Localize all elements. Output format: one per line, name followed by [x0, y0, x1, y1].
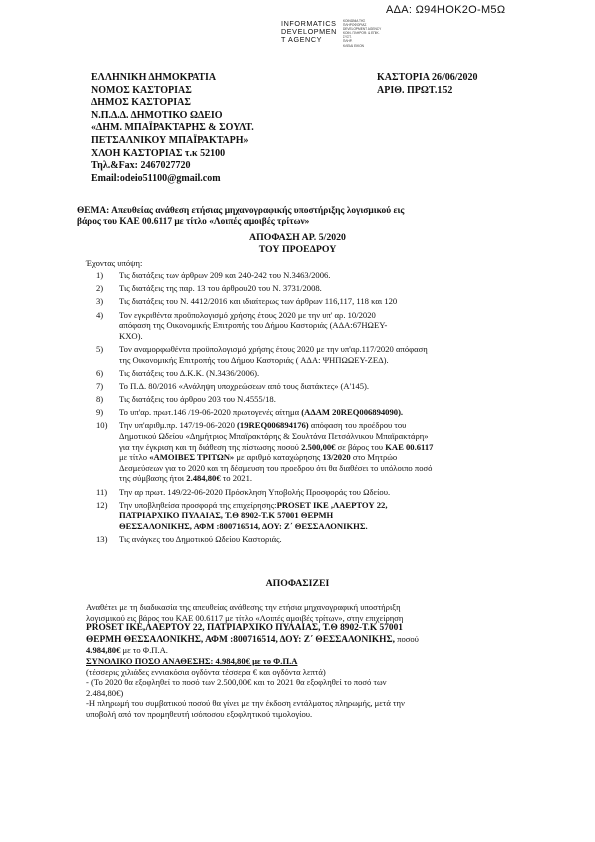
item-text-part: Το υπ'αρ. πρωτ.146 /19-06-2020 πρωτογενές αίτημα	[119, 407, 300, 418]
total-award-amount: ΣΥΝΟΛΙΚΟ ΠΟΣΟ ΑΝΑΘΕΣΗΣ: 4.984,80€ με το Φ.Π.Α	[86, 655, 298, 666]
list-item	[86, 296, 538, 307]
item-text: Τις διατάξεις του άρθρου 203 του Ν.4555/18.	[119, 394, 276, 405]
decision-line	[86, 634, 526, 646]
decides-heading: ΑΠΟΦΑΣΙΖΕΙ	[265, 578, 330, 589]
list-item	[86, 310, 538, 342]
total-in-words: (τέσσερις χιλιάδες εννιακόσια ογδόντα τέσσερα € και ογδόντα λεπτά)	[86, 666, 326, 677]
having-in-view: Έχοντας υπόψη:	[86, 258, 143, 268]
subject-line: βάρος του ΚΑΕ 00.6117 με τίτλο «Λοιπές αμοιβές τρίτων»	[77, 217, 310, 227]
item-number: 9)	[96, 407, 104, 418]
item-text-part: της σύμβασης ήτοι	[119, 473, 185, 484]
logo-small-line: ΚΟΙΝ. ΠΛΗΡΟΦ. & ΕΠΙΚ.	[343, 31, 380, 36]
president-title: ΤΟΥ ΠΡΟΕΔΡΟΥ	[258, 244, 337, 255]
item-text-part: με τίτλο	[119, 452, 148, 463]
item-text	[119, 452, 538, 463]
item-text: απόφαση της Οικονομικής Επιτροπής του Δήμου Καστοριάς (ΑΔΑ:67ΗΩΕΥ-	[119, 320, 388, 331]
item-number: 2)	[96, 283, 104, 294]
informatics-agency-logo	[281, 20, 351, 44]
date-protocol-block	[377, 72, 478, 97]
list-item	[86, 283, 538, 294]
decision-line	[86, 645, 526, 656]
item-text: Δημοτικού Ωδείου «Δημήτριος Μπαϊρακτάρης & Σουλτάνα Πετσάλνικου Μπαϊρακτάρη»	[119, 431, 429, 442]
req-code: (19REQ006894176)	[237, 420, 309, 431]
item-text: Τις διατάξεις της παρ. 13 του άρθρου20 του Ν. 3731/2008.	[119, 283, 322, 294]
contractor-tax-info: ΘΕΣΣΑΛΟΝΙΚΗΣ, ΑΦΜ :800716514, ΔΟΥ: Ζ΄ ΘΕΣΣΑΛΟΝΙΚΗΣ.	[119, 521, 368, 531]
contractor-name-line: PROSET ΙΚΕ,ΛΑΕΡΤΟΥ 22, ΠΑΤΡΙΑΡΧΙΚΟ ΠΥΛΑΙΑΣ, Τ.Θ 8902-Τ.Κ 57001	[86, 623, 403, 634]
item-text: της Οικονομικής Επιτροπής του Δήμου Καστοριάς ( ΑΔΑ: ΨΗΠΩΩΕΥ-ΖΕΔ).	[119, 354, 389, 365]
item-number: 8)	[96, 394, 104, 405]
logo-small-line: ΚΛΕΙΔΙ ΕΙΚΟΝ	[343, 43, 364, 48]
item-text-part: απόφαση του προέδρου του	[310, 420, 407, 431]
issuer-line: «ΔΗΜ. ΜΠΑΪΡΑΚΤΑΡΗΣ & ΣΟΥΛΤ.	[91, 122, 254, 134]
considerations-list	[86, 270, 538, 547]
remaining-amount: 2.484,80€	[186, 473, 221, 484]
item-text-part: Την υποβληθείσα προσφορά της επιχείρησης:	[119, 499, 277, 510]
item-text: Τις διατάξεις των άρθρων 209 και 240-242 του Ν.3463/2006.	[119, 270, 331, 280]
issuer-line: ΝΟΜΟΣ ΚΑΣΤΟΡΙΑΣ	[91, 84, 192, 96]
item-text: Τον εγκριθέντα προϋπολογισμό χρήσης έτους 2020 με την υπ' αρ. 10/2020	[119, 309, 376, 320]
issuer-line: ΔΗΜΟΣ ΚΑΣΤΟΡΙΑΣ	[91, 97, 191, 109]
item-text: Τις διατάξεις του Δ.Κ.Κ. (Ν.3436/2006).	[119, 367, 260, 378]
decision-line: -Η πληρωμή του συμβατικού ποσού θα γίνει με την έκδοση εντάλματος πληρωμής, μετά την	[86, 698, 405, 709]
list-item	[86, 381, 538, 392]
list-item	[86, 500, 538, 532]
item-text-part: το 2021.	[222, 473, 253, 484]
item-number: 1)	[96, 270, 104, 280]
registration-number: 13/2020	[322, 452, 351, 463]
list-item	[86, 344, 538, 365]
item-text: Τον αναμορφωθέντα προϋπολογισμό χρήσης έτους 2020 με την υπ'αρ.117/2020 απόφαση	[119, 343, 428, 354]
logo-small-line: ΠΛΗΡΟΦΟΡΙΑΣ	[343, 23, 367, 28]
decision-body	[86, 602, 526, 720]
item-text: Δεσμεύσεων για το 2020 και τη δέσμευση του προεδρου ότι θα διαθέσει το υπόλοιπο ποσό	[119, 462, 433, 473]
contractor-name: PROSET ΙΚΕ ,ΛΑΕΡΤΟΥ 22,	[276, 499, 388, 510]
issuer-line: Email:odeio51100@gmail.com	[91, 172, 221, 184]
logo-small-line: ΚΟΙΝΩΝΙΑ ΤΗΣ	[343, 19, 366, 23]
contractor-address: ΠΑΤΡΙΑΡΧΙΚΟ ΠΥΛΑΙΑΣ, Τ.Θ 8902-Τ.Κ 57001 ΘΕΡΜΗ	[119, 510, 334, 521]
logo-line: T AGENCY	[281, 35, 323, 44]
item-text-part: στο Μητρώο	[352, 452, 398, 463]
item-number: 13)	[96, 534, 108, 545]
item-text: Τις διατάξεις του Ν. 4412/2016 και ιδιαίτερως των άρθρων 116,117, 118 και 120	[119, 296, 398, 307]
adam-code: (ΑΔΑΜ 20REQ006894090).	[301, 407, 404, 418]
list-item	[86, 487, 538, 498]
list-item	[86, 394, 538, 405]
subject	[77, 206, 517, 228]
ada-code: ΑΔΑ: Ω94ΗΟΚ2Ο-Μ5Ω	[386, 4, 506, 16]
item-number: 12)	[96, 499, 108, 510]
decision-line: - (Το 2020 θα εξοφληθεί το ποσό των 2.500,00€ και το 2021 θα εξοφληθεί το ποσό των	[86, 677, 387, 688]
item-text	[119, 473, 538, 484]
item-text: ΚΧΟ).	[119, 330, 143, 341]
item-number: 11)	[96, 486, 108, 497]
decision-text-part: με το Φ.Π.Α.	[122, 645, 168, 656]
item-text	[119, 442, 538, 453]
item-number: 4)	[96, 309, 104, 320]
item-text	[119, 407, 538, 418]
kae-code: ΚΑΕ 00.6117	[385, 441, 434, 452]
item-number: 5)	[96, 343, 104, 354]
subject-line: ΘΕΜΑ: Απευθείας ανάθεση ετήσιας μηχανογραφικής υποστήριξης λογισμικού εις	[77, 206, 405, 216]
document-date: ΚΑΣΤΟΡΙΑ 26/06/2020	[377, 72, 478, 83]
item-text: Την αρ πρωτ. 149/22-06-2020 Πρόσκληση Υποβολής Προσφοράς του Ωδείου.	[119, 486, 391, 497]
logo-small-text	[343, 19, 403, 48]
decision-title: ΑΠΟΦΑΣΗ ΑΡ. 5/2020	[249, 232, 346, 243]
credit-amount: 2.500,00€	[301, 441, 336, 452]
logo-small-line: DEVELOPMENT AGENCY	[343, 27, 382, 32]
item-text-part: Την υπ'αριθμ.πρ. 147/19-06-2020	[119, 420, 235, 431]
logo-small-line: ΣΥΣΤ.	[343, 35, 352, 40]
item-number: 7)	[96, 380, 104, 391]
decision-line: 2.484,80€)	[86, 687, 124, 698]
issuer-line: ΧΛΟΗ ΚΑΣΤΟΡΙΑΣ τ.κ 52100	[91, 147, 226, 159]
item-text-part: με αριθμό καταχώρησης	[236, 452, 321, 463]
decision-text-part: ποσού	[397, 633, 419, 644]
list-item	[86, 270, 538, 281]
decision-line: υποβολή από τον προμηθευτή ισόποσου εξοφλητικού τιμολογίου.	[86, 708, 313, 719]
item-number: 6)	[96, 367, 104, 378]
list-item	[86, 407, 538, 418]
logo-line: INFORMATICS	[281, 19, 337, 28]
logo-line: DEVELOPMEN	[281, 27, 337, 36]
item-text: Τις ανάγκες του Δημοτικού Ωδείου Καστοριάς.	[119, 534, 282, 545]
item-text	[119, 420, 538, 431]
issuer-block	[91, 72, 254, 185]
award-amount: 4.984,80€	[86, 645, 121, 656]
logo-small-line: ΠΛΗΡ.	[343, 39, 353, 44]
kae-title: «ΑΜΟΙΒΕΣ ΤΡΙΤΩΝ»	[149, 452, 235, 463]
list-item	[86, 368, 538, 379]
decision-line: λογισμικού εις βάρος του ΚΑΕ 00.6117 με τίτλο «Λοιπές αμοιβές τρίτων», στην επιχείρηση	[86, 612, 404, 623]
issuer-line: Τηλ.&Fax: 2467027720	[91, 160, 191, 172]
item-number: 3)	[96, 296, 104, 307]
item-text-part: για την έγκριση και τη διάθεση της πίστωσης ποσού	[119, 441, 299, 452]
item-text	[119, 500, 538, 511]
decision-line: Αναθέτει με τη διαδικασία της απευθείας ανάθεσης την ετήσια μηχανογραφική υποστήριξη	[86, 602, 401, 612]
issuer-line: Ν.Π.Δ.Δ. ΔΗΜΟΤΙΚΟ ΩΔΕΙΟ	[91, 109, 223, 121]
list-item	[86, 420, 538, 484]
item-text: Το Π.Δ. 80/2016 «Ανάληψη υποχρεώσεων από τους διατάκτες» (Α'145).	[119, 380, 370, 391]
issuer-line: ΠΕΤΣΑΛΝΙΚΟΥ ΜΠΑΪΡΑΚΤΑΡΗ»	[91, 134, 249, 146]
issuer-line: ΕΛΛΗΝΙΚΗ ΔΗΜΟΚΡΑΤΙΑ	[91, 72, 217, 83]
item-number: 10)	[96, 420, 108, 431]
protocol-number: ΑΡΙΘ. ΠΡΩΤ.152	[377, 84, 453, 96]
list-item	[86, 534, 538, 545]
item-text-part: σε βάρος του	[337, 441, 384, 452]
contractor-tax-line: ΘΕΡΜΗ ΘΕΣΣΑΛΟΝΙΚΗΣ, ΑΦΜ :800716514, ΔΟΥ: Ζ΄ ΘΕΣΣΑΛΟΝΙΚΗΣ,	[86, 634, 395, 645]
